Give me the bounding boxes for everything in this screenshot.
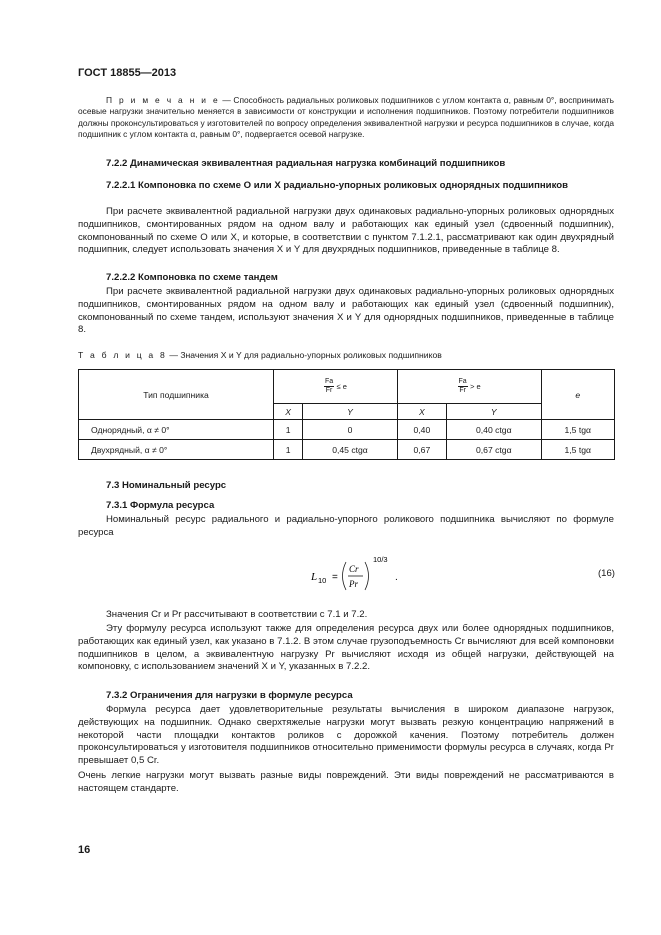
formula-paren-left: [343, 562, 347, 590]
cell-e: 1,5 tgα: [541, 440, 614, 460]
formula-16: [311, 556, 441, 596]
formula-lhs: L: [311, 571, 318, 583]
cell-y2: 0,40 ctgα: [447, 420, 542, 440]
note-text: — Способность радиальных роликовых подшипников с углом контакта α, равным 0°, воспринимать осевые нагрузки значительно меняется в зависимости от конструкции и исполнения подшипников. Поэтому потребители подшипников должны проконсультироваться у изготовителей по вопросу определения эквивалентной нагрузки и ресурса подшипников в случае, когда подшипник с углом контакта α, равным 0°, подвергается осевой нагрузке.: [78, 95, 615, 140]
formula-end: .: [395, 572, 398, 583]
formula-num: Cr: [349, 564, 359, 574]
table-row: [79, 440, 615, 460]
formula-graphic: [311, 556, 441, 600]
after-formula-1: Значения Cr и Pr рассчитывают в соответствии с 7.1 и 7.2.: [106, 609, 368, 620]
cell-x2: 0,40: [397, 420, 446, 440]
cell-x1: 1: [274, 420, 303, 440]
cell-x2: 0,67: [397, 440, 446, 460]
cell-x1: 1: [274, 440, 303, 460]
document-header: ГОСТ 18855—2013: [78, 67, 177, 79]
table-caption-label: Т а б л и ц а 8: [78, 350, 167, 360]
header-y1: Y: [303, 404, 398, 420]
table-caption-text: — Значения X и Y для радиально-упорных роликовых подшипников: [166, 350, 442, 360]
header-e: e: [541, 370, 614, 420]
formula-eq: =: [332, 572, 338, 583]
note-paragraph: [78, 95, 614, 141]
cell-y1: 0: [303, 420, 398, 440]
table-row: [79, 420, 615, 440]
cell-type: Однорядный, α ≠ 0°: [79, 420, 274, 440]
equation-number: (16): [597, 568, 615, 579]
section-7-2-2-1-text: При расчете эквивалентной радиальной нагрузки двух одинаковых радиально-упорных роликовых однорядных подшипников, смонтированных рядом на одном валу и работающих как единый узел (сдвоенный подшипник), скомпонованный по схеме O или X, и которые, в соответствии с пунктом 7.1.2.1, рассматривают как один двухрядный подшипник, следует использовать значения X и Y для двухрядных подшипников, приведенные в таблице 8.: [78, 206, 614, 256]
section-7-2-2-2-text: При расчете эквивалентной радиальной нагрузки двух одинаковых радиально-упорных роликовых однорядных подшипников, смонтированных рядом на одном валу и работающих как единый узел (сдвоенный подшипник), скомпонованный по схеме тандем, используют значения X и Y для однорядных подшипников, приведенные в таблице 8.: [78, 286, 614, 336]
page-number: 16: [78, 844, 91, 856]
formula-exp: 10/3: [373, 555, 388, 564]
cell-y1: 0,45 ctgα: [303, 440, 398, 460]
header-bearing-type: Тип подшипника: [79, 370, 274, 420]
section-7-3-1-text: Номинальный ресурс радиального и радиально-упорного роликового подшипника вычисляют по формуле ресурса: [78, 514, 614, 538]
section-7-3-2-title: 7.3.2 Ограничения для нагрузки в формуле ресурса: [106, 690, 353, 701]
formula-paren-right: [365, 562, 369, 590]
header-condition-gt: $\frac{Fa}{Fr}$ > e: [397, 370, 541, 404]
note-label: П р и м е ч а н и е: [106, 95, 220, 105]
after-formula-2: Эту формулу ресурса используют также для определения ресурса двух или более однорядных подшипников, работающих как единый узел, как указано в 7.1.2. В этом случае грузоподъемность Cr вычисляют для всей компоновки подшипников в целом, а эквивалентную нагрузку Pr вычисляют исходя из общей нагрузки, действующей на компоновку, с использованием значений X и Y, указанных в 7.2.2.: [78, 623, 614, 673]
header-x2: X: [397, 404, 446, 420]
header-x1: X: [274, 404, 303, 420]
section-7-3-2-text2: Очень легкие нагрузки могут вызвать разные виды повреждений. Эти виды повреждений не рассматриваются в настоящем стандарте.: [78, 770, 614, 794]
header-y2: Y: [447, 404, 542, 420]
section-7-3-2-text: Формула ресурса дает удовлетворительные результаты вычисления в широком диапазоне нагрузок, действующих на подшипник. Однако сверхтяжелые нагрузки могут вызвать резкую концентрацию напряжений в некоторой части площадки контактов роликов с дорожкой качения. Поэтому потребитель должен проконсультироваться у изготовителя подшипников относительно применимости формулы ресурса в случаях, когда Pr превышает 0,5 Cr.: [78, 704, 614, 767]
section-7-2-2-title: 7.2.2 Динамическая эквивалентная радиальная нагрузка комбинаций подшипников: [106, 158, 506, 169]
section-7-2-2-2-title: 7.2.2.2 Компоновка по схеме тандем: [106, 272, 278, 283]
section-7-3-title: 7.3 Номинальный ресурс: [106, 480, 227, 491]
cell-type: Двухрядный, α ≠ 0°: [79, 440, 274, 460]
section-7-2-2-1-title: 7.2.2.1 Компоновка по схеме O или X радиально-упорных роликовых однорядных подшипников: [106, 180, 569, 191]
cell-y2: 0,67 ctgα: [447, 440, 542, 460]
formula-den: Pr: [349, 579, 358, 589]
header-condition-le: $\frac{Fa}{Fr}$ ≤ e: [274, 370, 398, 404]
table-8: [78, 369, 615, 460]
table-caption: [78, 350, 442, 360]
section-7-3-1-title: 7.3.1 Формула ресурса: [106, 500, 215, 511]
cell-e: 1,5 tgα: [541, 420, 614, 440]
formula-lhs-sub: 10: [318, 576, 327, 585]
